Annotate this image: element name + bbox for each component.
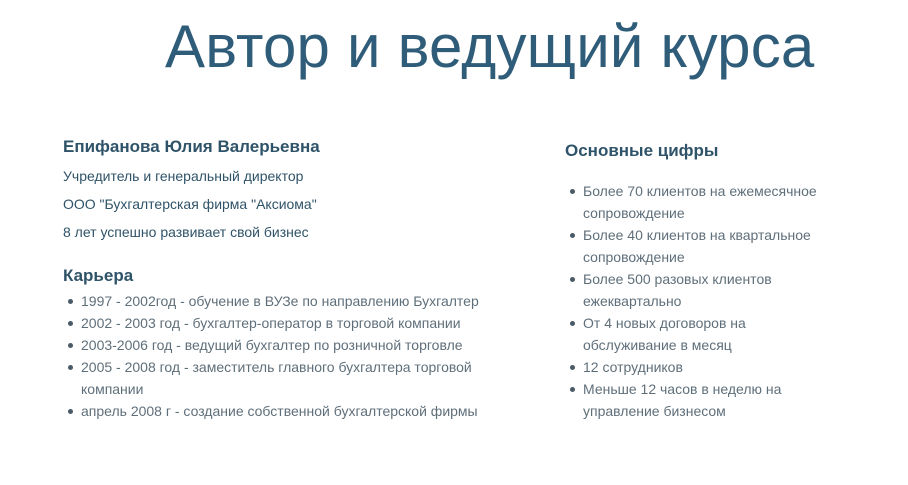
author-info-column [63, 135, 503, 422]
page-title: Автор и ведущий курса [165, 13, 815, 80]
key-figures-heading: Основные цифры [565, 141, 719, 160]
key-figure-item: Меньше 12 часов в неделю на управление бизнесом [583, 378, 798, 422]
key-figure-item: 12 сотрудников [583, 356, 828, 378]
author-company: ООО "Бухгалтерская фирма "Аксиома" [63, 196, 317, 212]
career-list [63, 290, 503, 422]
career-heading: Карьера [63, 266, 134, 285]
career-item: 1997 - 2002год - обучение в ВУЗе по направлению Бухгалтер [81, 290, 503, 312]
key-figures-column [565, 139, 865, 422]
key-figure-item: Более 500 разовых клиентов ежеквартально [583, 268, 783, 312]
author-name: Епифанова Юлия Валерьевна [63, 137, 320, 156]
key-figures-list [565, 180, 828, 422]
author-position: Учредитель и генеральный директор [63, 168, 304, 184]
key-figure-item: От 4 новых договоров на обслуживание в месяц [583, 312, 828, 356]
key-figure-item: Более 70 клиентов на ежемесячное сопровождение [583, 180, 828, 224]
career-item: 2003-2006 год - ведущий бухгалтер по розничной торговле [81, 334, 503, 356]
career-item: апрель 2008 г - создание собственной бухгалтерской фирмы [81, 400, 503, 422]
career-item: 2002 - 2003 год - бухгалтер-оператор в торговой компании [81, 312, 503, 334]
career-item: 2005 - 2008 год - заместитель главного бухгалтера торговой компании [81, 356, 486, 400]
key-figure-item: Более 40 клиентов на квартальное сопровождение [583, 224, 828, 268]
author-experience: 8 лет успешно развивает свой бизнес [63, 224, 309, 240]
